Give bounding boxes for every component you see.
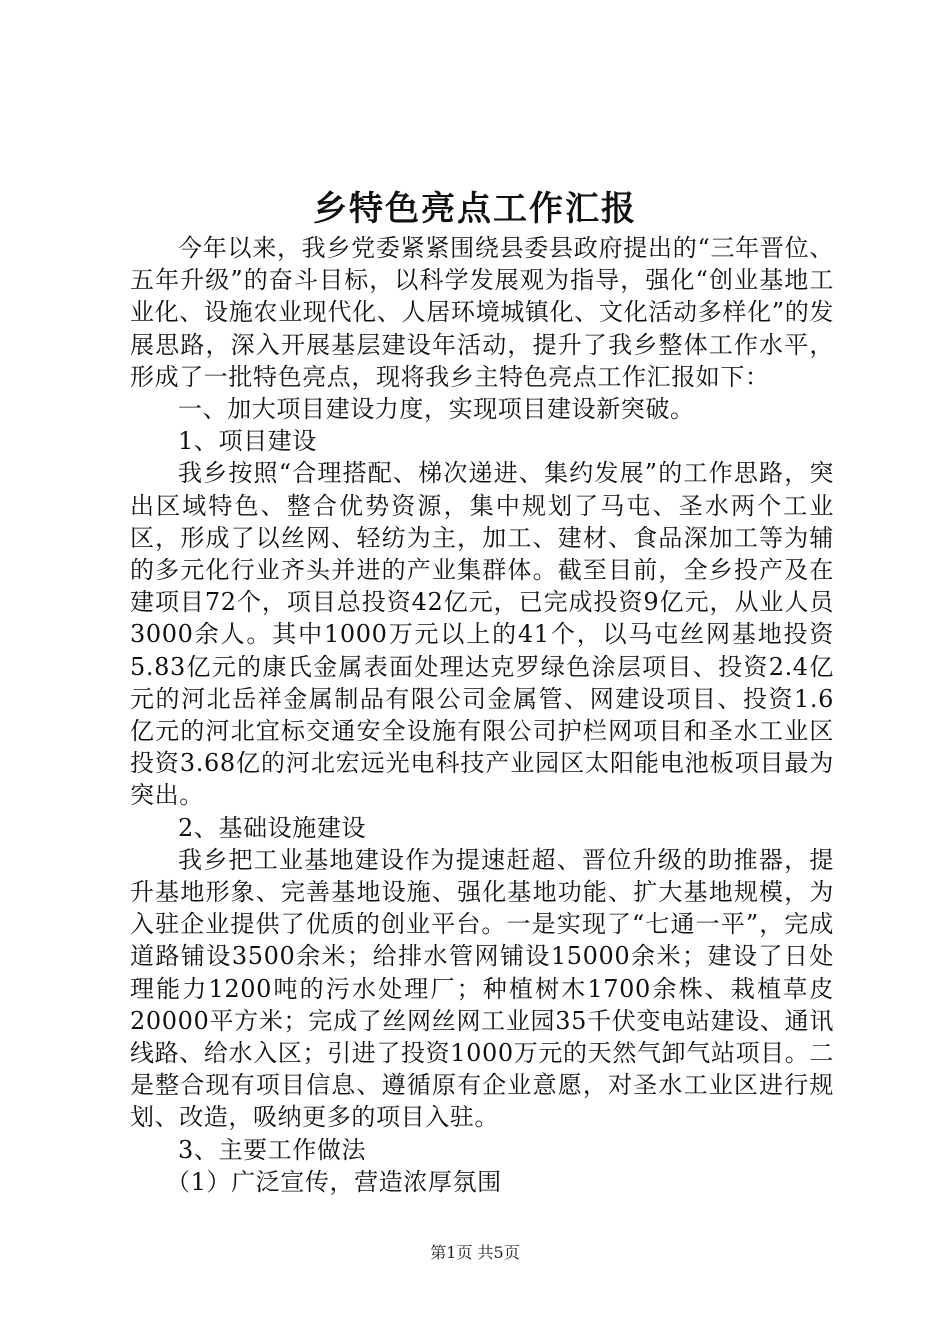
document-body xyxy=(130,232,834,1198)
subsection-heading-methods: 3、主要工作做法 xyxy=(178,1135,367,1164)
subsection-heading-project: 1、项目建设 xyxy=(178,427,317,456)
section-heading-1: 一、加大项目建设力度，实现项目建设新突破。 xyxy=(178,395,695,424)
subsection-heading-infrastructure: 2、基础设施建设 xyxy=(178,813,367,842)
page-number-footer: 第1页 共5页 xyxy=(430,1243,520,1262)
method-item-1: （1）广泛宣传，营造浓厚氛围 xyxy=(166,1167,502,1196)
project-paragraph: 我乡按照“合理搭配、梯次递进、集约发展”的工作思路，突出区域特色、整合优势资源，集中规划了马屯、圣水两个工业区，形成了以丝网、轻纺为主，加工、建材、食品深加工等为辅的多元化行业齐头并进的产业集群体。截至目前，全乡投产及在建项目72个，项目总投资42亿元，已完成投资9亿元，从业人员3000余人。其中1000万元以上的41个，以马屯丝网基地投资5.83亿元的康氏金属表面处理达克罗绿色涂层项目、投资2.4亿元的河北岳祥金属制品有限公司金属管、网建设项目、投资1.6亿元的河北宜标交通安全设施有限公司护栏网项目和圣水工业区投资3.68亿的河北宏远光电科技产业园区太阳能电池板项目最为突出。 xyxy=(130,459,834,810)
infrastructure-paragraph: 我乡把工业基地建设作为提速赶超、晋位升级的助推器，提升基地形象、完善基地设施、强化基地功能、扩大基地规模，为入驻企业提供了优质的创业平台。一是实现了“七通一平”，完成道路铺设3500余米；给排水管网铺设15000余米；建设了日处理能力1200吨的污水处理厂；种植树木1700余株、栽植草皮20000平方米；完成了丝网丝网工业园35千伏变电站建设、通讯线路、给水入区；引进了投资1000万元的天然气卸气站项目。二是整合现有项目信息、遵循原有企业意愿，对圣水工业区进行规划、改造，吸纳更多的项目入驻。 xyxy=(130,845,834,1132)
intro-paragraph: 今年以来，我乡党委紧紧围绕县委县政府提出的“三年晋位、五年升级”的奋斗目标，以科学发展观为指导，强化“创业基地工业化、设施农业现代化、人居环境城镇化、文化活动多样化”的发展思路，深入开展基层建设年活动，提升了我乡整体工作水平，形成了一批特色亮点，现将我乡主特色亮点工作汇报如下： xyxy=(130,234,834,391)
document-title: 乡特色亮点工作汇报 xyxy=(313,189,637,229)
